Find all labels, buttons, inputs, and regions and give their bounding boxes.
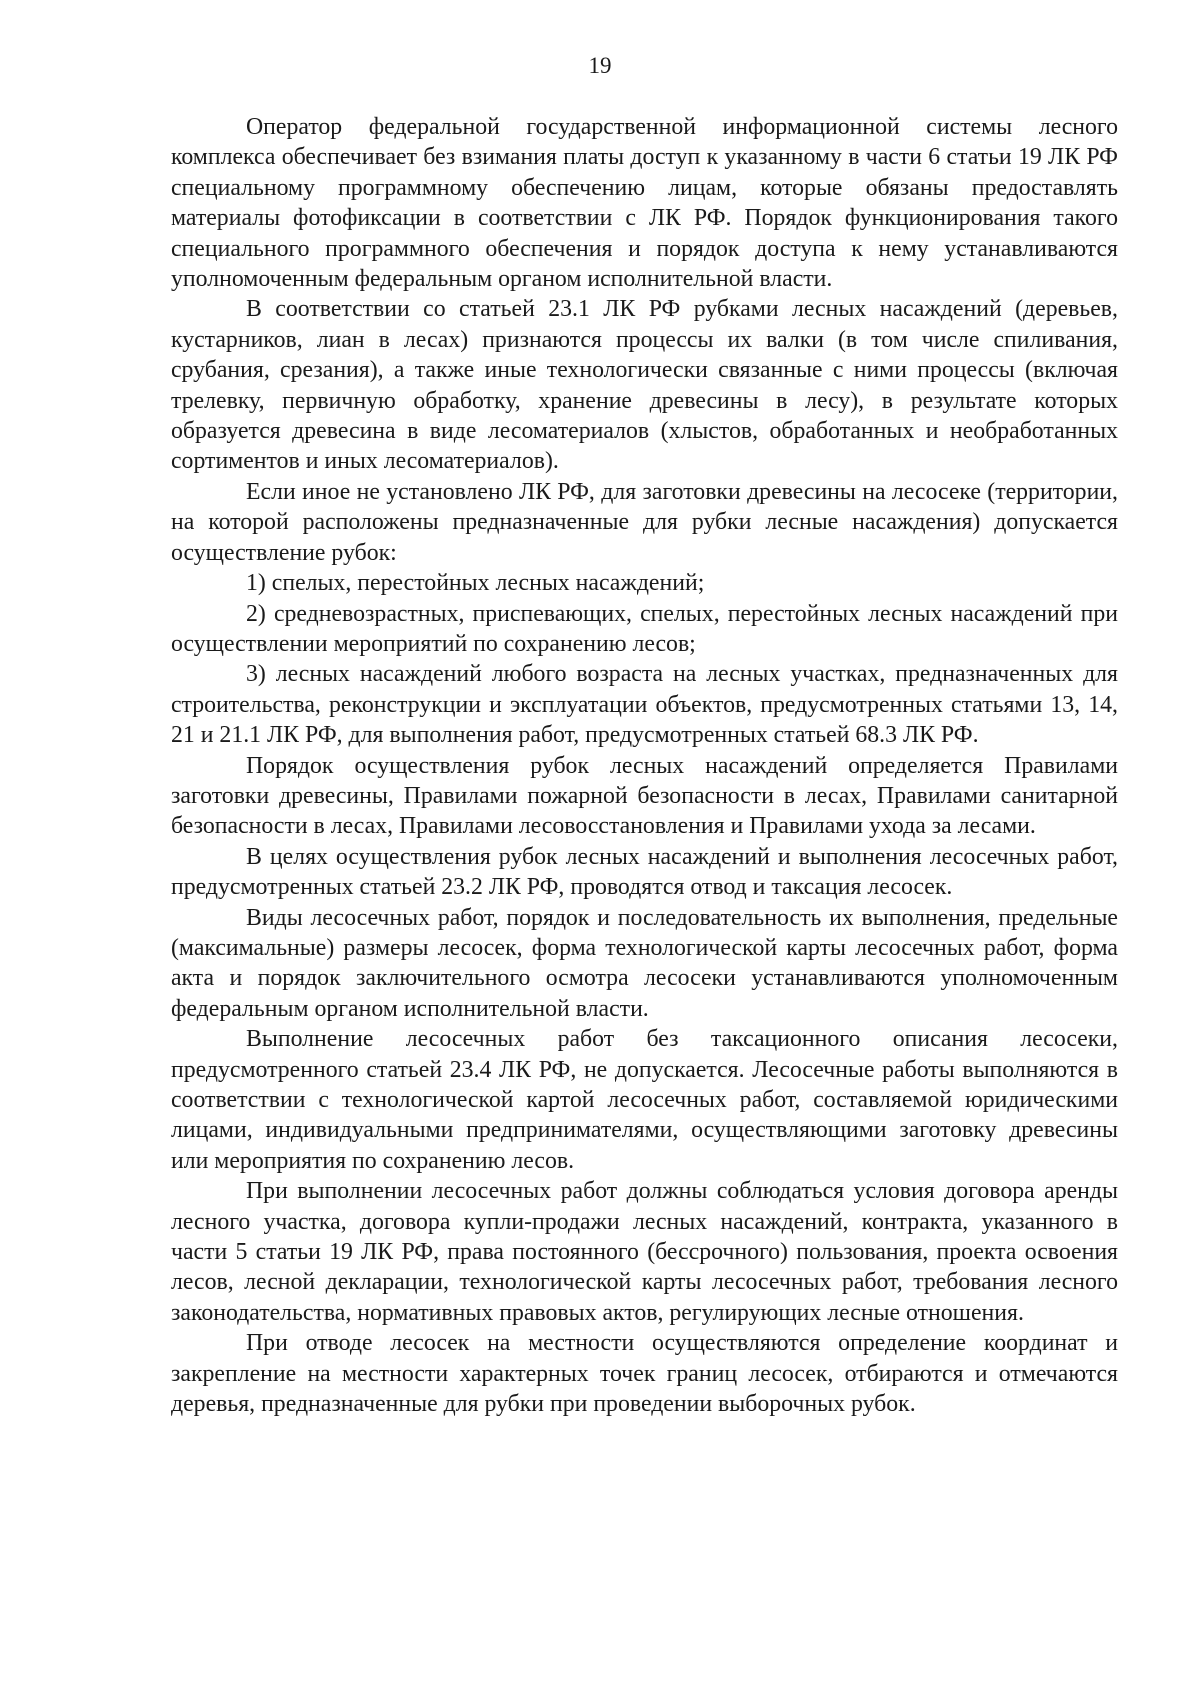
list-item-1: 1) спелых, перестойных лесных насаждений; xyxy=(246,570,705,597)
list-item-2: 2) средневозрастных, приспевающих, спелых, перестойных лесных насаждений при осуществлении мероприятий по сохранению лесов; xyxy=(171,600,1118,657)
page-number: 19 xyxy=(588,53,612,78)
paragraph-fgis-operator: Оператор федеральной государственной информационной системы лесного комплекса обеспечивает без взимания платы доступ к указанному в части 6 статьи 19 ЛК РФ специальному программному обеспечению лицам, которые обязаны предоставлять материалы фотофиксации в соответствии с ЛК РФ. Порядок функционирования такого специального программного обеспечения и порядок доступа к нему устанавливаются уполномоченным федеральным органом исполнительной власти. xyxy=(171,114,1118,293)
paragraph-technological-map: Выполнение лесосечных работ без таксационного описания лесосеки, предусмотренного статьей 23.4 ЛК РФ, не допускается. Лесосечные работы выполняются в соответствии с технологической картой лесосечных работ, составляемой юридическими лицами, индивидуальными предпринимателями, осуществляющими заготовку древесины или мероприятия по сохранению лесов. xyxy=(171,1026,1118,1174)
paragraph-logging-work-types: Виды лесосечных работ, порядок и последовательность их выполнения, предельные (максимальные) размеры лесосек, форма технологической карты лесосечных работ, форма акта и порядок заключительного осмотра лесосеки устанавливаются уполномоченным федеральным органом исполнительной власти. xyxy=(171,904,1118,1022)
paragraph-allowed-logging-intro: Если иное не установлено ЛК РФ, для заготовки древесины на лесосеке (территории, на которой расположены предназначенные для рубки лесные насаждения) допускается осуществление рубок: xyxy=(171,478,1118,566)
paragraph-allotment-taxation: В целях осуществления рубок лесных насаждений и выполнения лесосечных работ, предусмотренных статьей 23.2 ЛК РФ, проводятся отвод и таксация лесосек. xyxy=(171,843,1118,901)
paragraph-plot-allotment: При отводе лесосек на местности осуществляются определение координат и закрепление на местности характерных точек границ лесосек, отбираются и отмечаются деревья, предназначенные для рубки при проведении выборочных рубок. xyxy=(171,1330,1118,1418)
list-item-3: 3) лесных насаждений любого возраста на лесных участках, предназначенных для строительства, реконструкции и эксплуатации объектов, предусмотренных статьями 13, 14, 21 и 21.1 ЛК РФ, для выполнения работ, предусмотренных статьей 68.3 ЛК РФ. xyxy=(171,661,1118,749)
document-body xyxy=(171,112,1118,1419)
paragraph-logging-rules: Порядок осуществления рубок лесных насаждений определяется Правилами заготовки древесины, Правилами пожарной безопасности в лесах, Правилами санитарной безопасности в лесах, Правилами лесовосстановления и Правилами ухода за лесами. xyxy=(171,752,1118,840)
paragraph-logging-definition: В соответствии со статьей 23.1 ЛК РФ рубками лесных насаждений (деревьев, кустарников, лиан в лесах) признаются процессы их валки (в том числе спиливания, срубания, срезания), а также иные технологически связанные с ними процессы (включая трелевку, первичную обработку, хранение древесины в лесу), в результате которых образуется древесина в виде лесоматериалов (хлыстов, обработанных и необработанных сортиментов и иных лесоматериалов). xyxy=(171,296,1118,475)
paragraph-contract-conditions: При выполнении лесосечных работ должны соблюдаться условия договора аренды лесного участка, договора купли-продажи лесных насаждений, контракта, указанного в части 5 статьи 19 ЛК РФ, права постоянного (бессрочного) пользования, проекта освоения лесов, лесной декларации, технологической карты лесосечных работ, требования лесного законодательства, нормативных правовых актов, регулирующих лесные отношения. xyxy=(171,1178,1118,1326)
